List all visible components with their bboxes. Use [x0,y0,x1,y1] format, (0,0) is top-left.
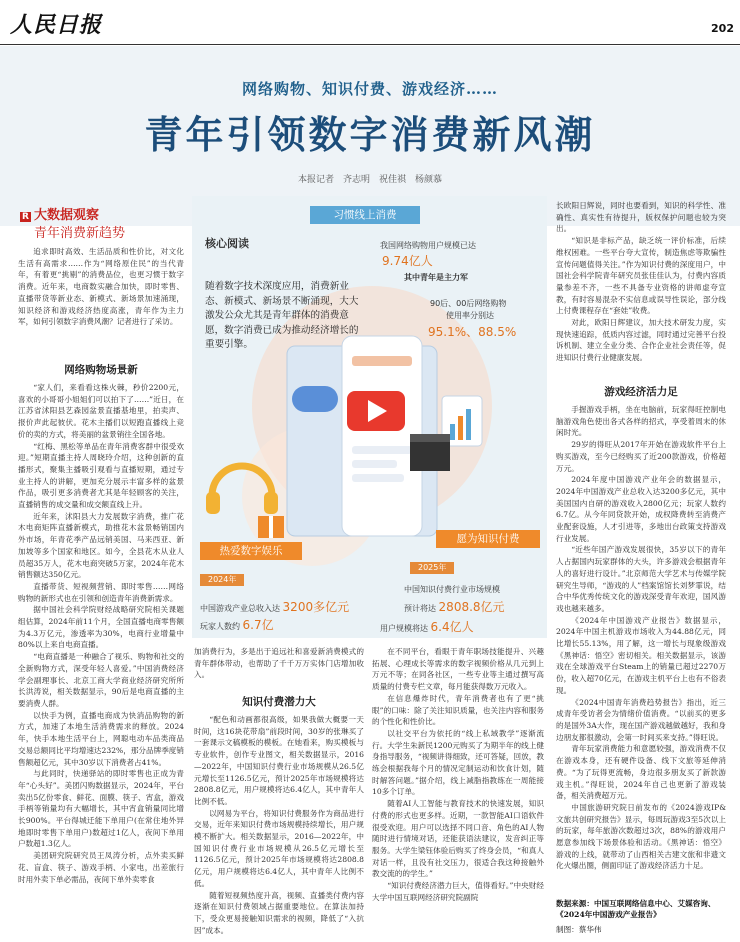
online-rate-value: 95.1%、88.5% [428,325,517,339]
tag-knowledge: 愿为知识付费 [436,530,540,548]
game-revenue-text: 中国游戏产业总收入达 [200,604,280,613]
knowledge-year: 2025年 [410,562,454,574]
article-column-4b [556,404,726,894]
paragraph: “电商直播是一种融合了视乐、购物和社交的全新购物方式，深受年轻人喜爱。”中国消费经济学会副理事长、北京工商大学商业经济研究所所长洪涛说，相关数据显示，90后是电商直播的主要消费人群。 [18,652,184,708]
page-number: 202 [711,22,734,35]
kicker: 网络购物、知识付费、游戏经济…… [241,80,498,98]
paragraph: 长欧阳日辉说，同时也要看到，知识的科学性、准确性、真实性有待提升，版权保护问题也较为突出。 [556,201,726,234]
paragraph: 对此，欧阳日辉建议，加大技术研发力度，实现快速追踪，低质内容过滤，同时通过完善平台投诉机制、建立全业分类、合作企业社会责任等，促进知识付费行业健康发展。 [556,318,726,363]
box-badge: R [22,212,29,222]
knowledge-market-label [404,598,505,615]
paragraph: 29岁的得旺从2017年开始在游戏软件平台上购买游戏，至今已经购买了近200款游戏，价格超万元。 [556,440,726,473]
paragraph: 以网易为平台，将知识付费服务作为商品进行交易，近年来知识付费市场规模持续增长，用户规模不断扩大。相关数据显示，2016—2022年，中国知识付费行业市场规模从26.5亿元增长至1126.5亿元，预计2025年市场规模将达2808.8亿元，用户规模将达6.4亿人，其中青年人比例不低。 [194,808,364,888]
paragraph: 以快手为例，直播电商成为快消品购物的新方式，加速了本地生活消费需求的释放。2024年，快手本地生活平台上，网聪电动车品类商品交易总额同比平均增速达232%，那分品牌季度销售额超亿元，其中30岁以下消费者占41%。 [18,710,184,767]
section-heading-online: 网络购物场景新 [64,364,138,376]
paragraph: “知识付费经济潜力巨大，值得看好。”中央财经大学中国互联网经济研究院副院 [372,881,544,902]
box-title: 大数据观察 [33,208,99,223]
infographic-art [192,196,547,638]
tag-game: 热爱数字娱乐 [200,542,302,560]
paragraph: 中国旅游研究院日前发布的《2024游戏IP&文旅共创研究报告》显示，每周玩游戏3至5次以上的玩家，每年旅游次数超过3次，88%的游戏用户愿意参加线下场景体验和活动。《黑神话：悟空》游戏的上线，就带动了山西相关古建文旅和非遗文化火爆出圈，侧面印证了游戏经济活力十足。 [556,802,726,871]
article-column-3 [372,646,544,930]
headline: 青年引领数字消费新风潮 [144,113,596,157]
designer-credit: 制图：蔡华伟 [556,925,602,934]
game-players-text: 玩家人数约 [200,622,240,631]
online-users-value: 9.74亿人 [382,254,433,268]
online-youth: 其中青年是主力军 [404,273,468,282]
gamepad-icon [292,386,338,412]
masthead-rule [0,44,740,45]
lead-paragraph [18,246,184,356]
online-rate-label-2: 使用率分别达 [446,311,494,320]
game-players-value: 6.7亿 [242,618,274,632]
knowledge-market-label-1: 中国知识付费行业市场规模 [404,585,500,594]
paragraph: 《2024年中国游戏产业报告》数据显示，2024年中国主机游戏市场收入为44.88亿元，同比增长55.13%，用了解，这一增长与现象级游戏《黑神话：悟空》密切相关。相关数据显示，该游戏在全球游戏平台Steam上的销量已超过2270万份，收入超70亿元，在游戏主机平台上也有不俗表现。 [556,615,726,695]
paragraph: 随着短视频热度升高，视频、直播类付费内容逐渐在知识付费领域占据重要地位。在算法加持下，受众更易接触知识需求的视频，降低了“入抗因”成本。 [194,890,364,935]
paragraph: 手握游戏手柄，坐在电脑前，玩家得旺控制电脑游戏角色使出各式各样的招式，享受着周末的休闲时光。 [556,405,726,438]
section-heading-knowledge: 知识付费潜力大 [242,696,316,708]
core-reading-text: 随着数字技术深度应用，消费新业态、新模式、新场景不断涌现，大大激发公众尤其是青年群体的消费意愿，数字消费已成为推动经济增长的重要引擎。 [205,281,359,351]
paragraph: 加消费行为，多是出于追远社和喜爱新消费模式的青年群体带动，也帮助了千千万万实体门店增加收入。 [194,647,364,680]
article-column-2a [194,646,364,692]
paragraph: 与此同时，快递驿站的即时零售也正成为青年“心头好”。美团闪购数据显示，2024年，平台卖出5亿份零食、鲜花、面膜、筷子、宵盒，游戏手柄等销量均有大幅增长，其中宵盒销量同比增长900%。平台得城迁能下单用户(在常住地外异地即时零售下单用户)数超过1亿人，夜间下单用户数超1.3亿人。 [18,769,184,849]
core-reading-label: 核心阅读 [205,237,249,250]
article-column-1 [18,382,184,930]
knowledge-users-text: 用户规模将达 [380,624,428,633]
online-users-label: 我国网络购物用户规模已达 [380,241,476,250]
paragraph: “近些年国产游戏发展很快，35岁以下的青年人占据国内玩家群体的大头，许多游戏会根据青年人的喜好进行设计。”北京师范大学艺术与传媒学院研究生导师，“游戏的人”档案馆馆长刘梦霏说，结合中华优秀传统文化的游戏深受青年欢迎，国风游戏也越来越多。 [556,545,726,613]
game-year: 2024年 [200,574,244,586]
paragraph: 据中国社会科学院财经战略研究院相关课题组估算，2024年前11个月，全国直播电商零售额为4.3万亿元，渗透率为30%，电商行业增量中80%以上来自电商直播。 [18,605,184,650]
game-revenue-label [200,598,349,615]
clapperboard-icon [410,441,450,471]
paragraph: 2024年度中国游戏产业年会的数据显示，2024年中国游戏产业总收入达3200多亿元，其中美国国内自研的游戏收入2800亿元；玩家人数约6.7亿。从今年同贷款开始，成权降费转至消费产业配套设施，人才引进等，多地出台政策支持游戏行业发展。 [556,475,726,543]
data-source-credit: 数据来源：中国互联网络信息中心、艾媒咨询、《2024年中国游戏产业报告》 [556,899,716,919]
knowledge-users-value: 6.4亿人 [430,620,474,634]
knowledge-market-value: 2808.8亿元 [438,600,505,614]
article-column-4a [556,200,726,363]
knowledge-market-text: 预计将达 [404,604,436,613]
paragraph: “红梅、黑松等单品在青年消费客群中很受欢迎。”短期直播主持人周晓玲介绍，这种创新的直播形式，聚集主播吸引观看与直播短期，通过专业主持人的讲解，更加充分展示丰富多样的盆景作品，吸引更多消费者尤其是年轻顾客的关注，直播销售的成交量和成交额直线上升。 [18,441,184,510]
paragraph: 美团研究院研究员王凤涛分析，点外卖买鲜花、盲盒、筷子、游戏手柄、小家电，出差旅行时用外卖下单必需品，夜间下单外卖零食 [18,851,184,884]
byline: 本报记者 齐志明 祝佳祺 杨颜慕 [297,175,442,185]
game-revenue-value: 3200多亿元 [282,600,350,614]
knowledge-users-label [380,618,474,635]
paragraph: “配色和动画都很高级，如果我做大概要一天时间，这16块花带扇”前段时间，30岁的张琳买了一套课示文稿模板的模板。在她看来，购买模板与专业软件，创作专业图文，相关数据显示，2016—2022年，中国知识付费行业市场规模从26.5亿元增长至1126.5亿元，预计2025年市场规模将达2808.8亿元，用户规模将达6.4亿人，其中青年人比例不低。 [194,715,364,806]
paragraph: 在不同平台，看眼于青年职场技能提升、兴趣拓展、心理成长等需求的数字视频价格从几元到上万元不等；在同各社区，一些专业等主通过撰写高质量的付费专栏文章，每月能获得数万元收入。 [372,647,544,692]
paragraph: 青年玩家消费能力和意愿较强，游戏消费不仅在游戏本身，还有硬件设备、线下文旅等延伸消费。“为了玩得更流畅，身边很多朋友买了新款游戏主机。”得旺说，2024年自己也更新了游戏装备，相关消费超万元。 [556,744,726,801]
game-players-label [200,616,274,633]
online-rate-label-1: 90后、00后网络购物 [430,299,507,308]
paragraph: 在信息爆炸时代，青年消费者也有了更“挑眼”的口味：除了关注知识质量，也关注内容和服务的个性化和性价比。 [372,693,544,727]
paragraph: “知识是非标产品，缺乏统一评价标准，后续维权困难。一些平台夸大宣传，制造焦虑等欺骗性宣传问题值得关注。”作为知识付费的深度用户，中国社会科学院青年研究员张佳佳认为，付费内容质量参差不齐，一些不具备专业资格的讲师虚夸宣教，有时容易混杂不实信息或误导性误论，部分线上付费课程存在“套娃”收费。 [556,236,726,316]
article-column-2b [194,714,364,935]
tag-online: 习惯线上消费 [310,206,420,224]
paragraph: 以社交平台为依托的“线上私域教学”逐渐流行。大学生朱新民1200元购买了为期半年的线上健身指导服务，“视频讲得细致，还可答疑，回放，教练会根据我每个月的情况定制运动和饮食计划，随时解答问题。”据介绍，线上减脂指教练在一周能接10多个订单。 [372,728,544,797]
paragraph: 直播带货、短视频营销、即时零售……网络购物的新形式也在引领和创造青年消费新需求。 [18,581,184,603]
paragraph: 近年来，沭阳县大力发展数字消费，推广花木电商矩阵直播新模式，助推花木盆景畅销国内外市场，年青花季产品远销美国、马来西亚、新加坡等多个国家和地区。如今，全县花木从业人员超35万人，花木电商突破5万家，2024年花木销售额达350亿元。 [18,511,184,580]
section-heading-game: 游戏经济活力足 [604,386,678,398]
masthead-logo: 人民日报 [10,12,103,38]
paragraph: 《2024中国青年消费趋势报告》指出，近三成青年受访者会为情绪价值消费。“以前买的更多的是国外3A大作，现在国产游戏越做越好，我和身边朋友都很激动，会第一时间买来支持。”得旺说。 [556,697,726,742]
box-label [20,204,99,223]
lead-text: 追求即时高效、生活品质和性价比，对文化生活有高需求……作为“网络原住民”的当代青年，有着更“挑剔”的消费品位，也更习惯于数字消费。近年来，电商数实融合加快，即时零售、直播带货等新业态、新模式、新场景加速涌现，知识经济和游戏经济热度高涨，青年作为主力军，如何引领数字消费风潮？记者进行了采访。 [18,247,184,327]
paragraph: “家人们，来看看这株火棘，秒价2200元，喜欢的小哥哥小姐姐们可以拍下了……”近日，在江苏省沭阳县艺森园盆景直播基地里，拍卖声、报价声此起彼伏。花木主播们以短跑直播线上竞价的卖的方式，将美丽的盆景销往全国各地。 [18,383,184,439]
paragraph: 随着AI人工智能与教育技术的快速发展，知识付费的形式也更多样。近期，一款智能AI口语软件很受欢迎。用户可以选择不同口音、角色的AI人物随时进行情境对话，还能获语法建议，发音纠正等服务。大学生梁钰体验后购买了终身会员，“和真人对话一样，且没有社交压力，很适合我这种接触外教交流的的学生。” [372,799,544,879]
box-subtitle: 青年消费新趋势 [34,226,126,241]
